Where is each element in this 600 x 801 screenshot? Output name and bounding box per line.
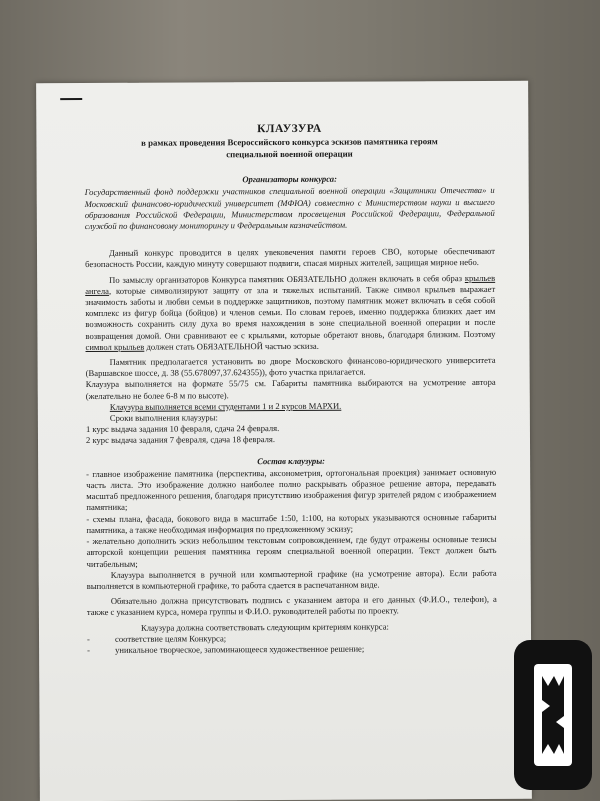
- paragraph-purpose: Данный конкурс проводится в целях увековечения памяти героев СВО, которые обеспечивают безопасность России, каждую минуту совершают подвиги, спасая мирных жителей, защищая мирное небо.: [85, 246, 496, 270]
- criteria-heading: Клаузура должна соответствовать следующим критериям конкурса:: [140, 620, 389, 633]
- wings-underlined: крыльев ангела: [85, 272, 496, 296]
- criteria-item: [87, 643, 497, 656]
- composition-text: - желательно дополнить эскиз небольшим текстовым сопровождением, где будут отражены основные тезисы авторской концепции решения памятника героям специальной военной операции. Текст должен быть читабельным;: [86, 533, 497, 569]
- wings-text-c: должен стать ОБЯЗАТЕЛЬНОЙ частью эскиза.: [144, 340, 319, 352]
- paragraph-location: Памятник предполагается установить во дворе Московского финансово-юридического университета (Варшавское шоссе, д. 38 (55.678097,37.624355)), фото участка прилагается.: [85, 354, 496, 379]
- composition-signature: Обязательно должна присутствовать подпись с указанием автора и его данных (Ф.И.О., телефон), а также с указанием курса, номера группы и Ф.И.О. руководителей работы по проекту.: [86, 593, 497, 618]
- organizers-text: Государственный фонд поддержки участников специальной военной операции «Защитники Отечества» и Московский финансово-юридический университет (МФЮА) совместно с Министерством науки и высшего образования Российской Федерации, Министерством просвещения Российской Федерации, Федеральной службой по финансовому мониторингу и Федеральным казначейством.: [84, 185, 495, 232]
- wings-text-a: По замыслу организаторов Конкурса памятник ОБЯЗАТЕЛЬНО должен включать в себя образ: [109, 272, 465, 285]
- composition-heading: Состав клаузуры:: [257, 455, 326, 466]
- subtitle-line-2: специальной военной операции: [226, 148, 353, 160]
- paragraph-students: Клаузура выполняется всеми студентами 1 и 2 курсов МАРХИ.: [109, 400, 342, 412]
- deadline-course-2: 2 курс выдача задания 7 февраля, сдача 18 февраля.: [85, 434, 276, 446]
- organizers-heading: Организаторы конкурса:: [242, 173, 337, 185]
- composition-graphics: Клаузура выполняется в ручной или компьютерной графике (на усмотрение автора). Если работа выполняется в компьютерной графике, то работа сдается в распечатанном виде.: [86, 567, 497, 591]
- document-sheet: [36, 81, 532, 801]
- document-content: [84, 123, 497, 656]
- deadline-course-1: 1 курс выдача задания 10 февраля, сдача 24 февраля.: [85, 423, 280, 435]
- subtitle-line-1: в рамках проведения Всероссийского конкурса эскизов памятника героям: [141, 136, 438, 148]
- composition-schemes: - схемы плана, фасада, бокового вида в масштабе 1:50, 1:100, на которых указываются основные габариты памятника, а также необходимая информация по предложенному эскизу;: [86, 511, 497, 535]
- wings-text-b: , которые символизируют защиту от зла и тяжелых испытаний. Также символ крыльев выражает значимость заботы и любви семьи в поддержке защитников, поэтому памятник может включать в себя собой комплекс из фигур бойца (бойцов) и членов семьи. По словам героев, именно поддержка близких дает им возможность сохранить силу духа во время нахождения в зоне специальной военной операции и после возвращения домой. Они сравнивают ее с крыльями, которые обретают вновь, благодаря близким. Поэтому: [85, 283, 496, 341]
- paragraph-wings: [85, 273, 495, 354]
- paragraph-format: Клаузура выполняется на формате 55/75 см. Габариты памятника выбираются на усмотрение автора (желательно не более 6-8 м по высоте).: [85, 377, 496, 401]
- document-title: КЛАУЗУРА: [257, 122, 322, 136]
- deadlines-heading: Сроки выполнения клаузуры:: [109, 412, 218, 423]
- bullet-mark: -: [87, 644, 90, 655]
- criteria-item-text: соответствие целям Конкурса;: [115, 633, 227, 644]
- pen-mark: [60, 98, 82, 100]
- criteria-item-text: уникальное творческое, запоминающееся художественное решение;: [115, 643, 365, 655]
- symbol-underlined: символ крыльев: [85, 341, 145, 352]
- composition-main-image: - главное изображение памятника (перспектива, аксонометрия, ортогональная проекция) занимает основную часть листа. Это изображение должно наиболее полно раскрывать образное решение автора, передавать масштаб предложенного решения, благодаря присутствию изображения фигур зрителей рядом с изображением памятника;: [86, 466, 497, 513]
- bullet-mark: -: [87, 633, 90, 644]
- document-subtitle: [84, 136, 494, 161]
- zero-digit-logo: [514, 640, 592, 790]
